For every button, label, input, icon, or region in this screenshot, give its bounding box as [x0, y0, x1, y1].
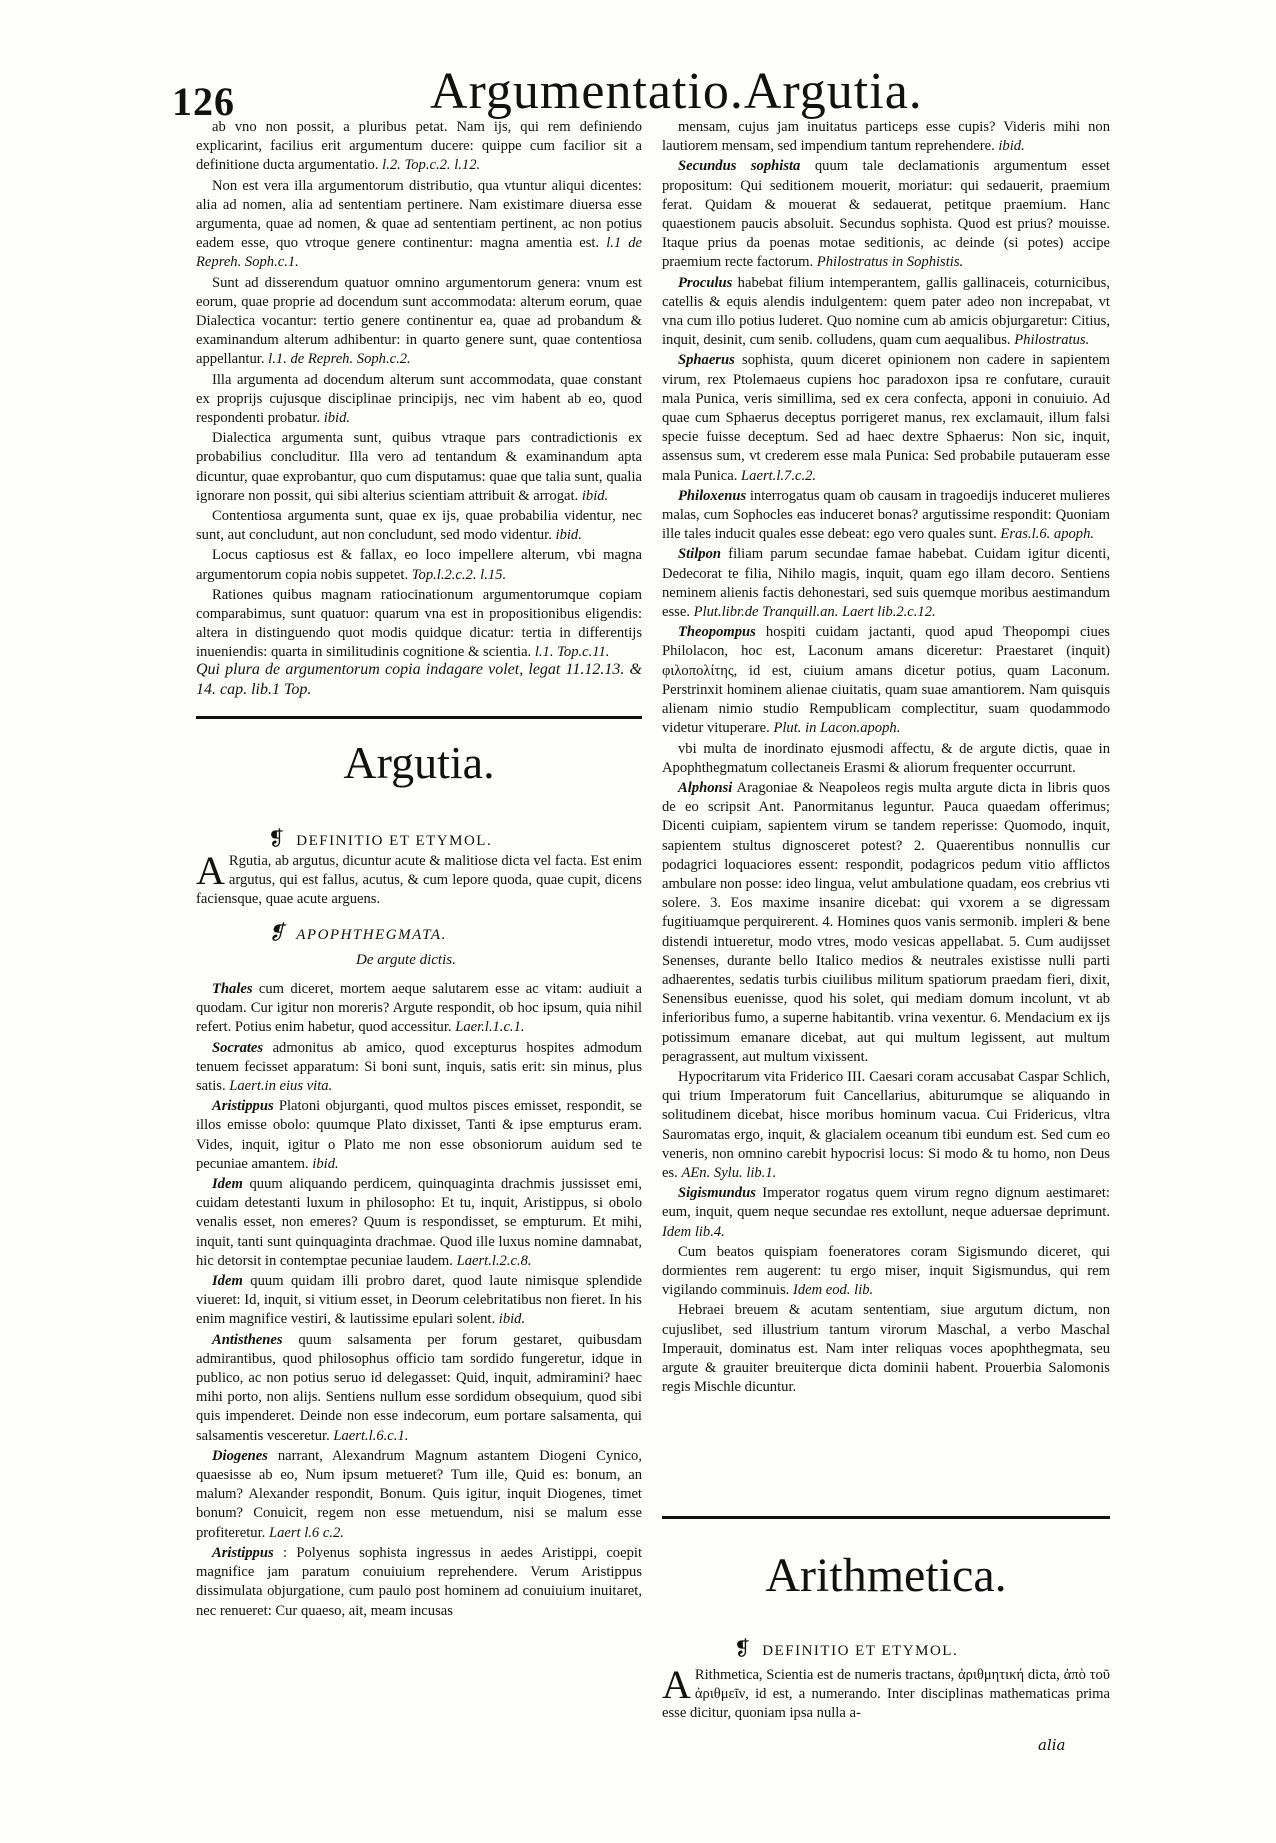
- speaker-name: Aristippus: [212, 1098, 274, 1115]
- paragraph: [662, 1184, 1110, 1242]
- paragraph: [662, 118, 1110, 156]
- speaker-name: Idem: [212, 1273, 243, 1290]
- argutia-definitio-heading: ❡ DEFINITIO ET ETYMOL.: [268, 828, 493, 850]
- paragraph-text: Aragoniae & Neapoleos regis multa argute dicta in libris quos de eo scripsit Ant. Panormitanus leguntur. Pauca quaedam offerimus; Dicenti cuipiam, sapientem virum se tandem reperisse: Quomodo, inquit, sapientem stultus dignosceret potest? 2. Quaerentibus nonnullis cur podagrici loquaciores essent: respondit, podagricos pedum vitio afflictos ambulare non posse: ideo lingua, velut ambulatione quadam, eos crebrius vti solere. 3. Eos maxime insanire dicebat: qui vxorem a se digressam fugitiuamque perquirerent. 4. Homines quos vanis sermonib. impleri & bene distendi intueretur, modo vtres, modo vesicas appellabat. 5. Cum audijsset Senenses, durante bello Italico medios & neutrales existisse nulli parti adhaerentes, sedatis turbis ciuilibus militum spatiorum praedam fieri, dixit, Senensibus euenisse, quod his solet, qui mediam domum incolunt, vt ab inferioribus fumo, a superne habitantib. vrina vexentur. 6. Mendacium ex ijs potissimum emanare dicebat, aut qui multum legissent, aut multum peragrassent, aut multum vixissent.: [662, 779, 1110, 1065]
- paragraph: [196, 118, 642, 176]
- paragraph-text: Contentiosa argumenta sunt, quae ex ijs, quae probabilia videntur, nec sunt, aut concludunt, aut non concludunt, sed modo videntur.: [196, 508, 642, 544]
- speaker-name: Idem: [212, 1176, 243, 1193]
- paragraph: [196, 586, 642, 663]
- citation-ref: Philostratus in Sophistis.: [816, 254, 964, 271]
- speaker-name: Thales: [212, 981, 253, 997]
- citation-ref: Laert l.6 c.2.: [268, 1524, 344, 1541]
- paragraph: [196, 1331, 642, 1446]
- citation-ref: ibid.: [312, 1155, 339, 1172]
- dropcap-a: A: [662, 1662, 691, 1707]
- paragraph-text: habebat filium intemperantem, gallis gallinaceis, coturnicibus, catellis & equis alendis indulgentem: quem pater adeo non increpabat, vt vna cum illo potius luderet. Quo nomine cum ab amicis objurgaretur: Citius, inquit, desinit, cum senib. colludens, quam cum aequalibus.: [662, 274, 1110, 349]
- paragraph-text: Sunt ad disserendum quatuor omnino argumentorum genera: vnum est eorum, quae proprie ad docendum sunt accommodata: alterum eorum, quae Dialectica vocantur: tertio genere continentur ea, quae ad probandum & examinandum alterum adhibentur: in quarto genere sunt, quae contentiosa appellantur.: [196, 274, 642, 368]
- page-number: 126: [172, 79, 235, 124]
- paragraph: [196, 980, 642, 1038]
- citation-ref: ibid.: [498, 1311, 526, 1328]
- speaker-name: Sigismundus: [678, 1185, 756, 1202]
- paragraph: [662, 157, 1110, 272]
- speaker-name: Sphaerus: [678, 352, 735, 369]
- left-column-apophthegmata: [196, 980, 642, 1700]
- citation-ref: Plut. in Lacon.apoph.: [773, 720, 901, 737]
- citation-ref: Idem lib.4.: [662, 1223, 725, 1240]
- paragraph: [196, 507, 642, 545]
- paragraph-text: : Polyenus sophista ingressus in aedes Aristippi, coepit magnifice jam paratum conuiuium reprehendere. Verum Aristippus dissimulata objurgatione, cum paulo post hominem ad conuiuium inuitaret, nec renueret: Cur quaeso, ait, meam incusas: [196, 1544, 642, 1619]
- paragraph-text: mensam, cujus jam inuitatus particeps esse cupis? Videris mihi non lautiorem mensam, sed impendium tantum reprehendere.: [662, 119, 1110, 155]
- paragraph-text: quum quidam illi probro daret, quod laute nimisque splendide viueret: Id, inquit, si vitium esset, in Deorum celebritatibus non fieret. In his enim magnifice vestiri, & lautissime epulari solent.: [196, 1273, 642, 1328]
- paragraph: [662, 623, 1110, 738]
- arithmetica-title: Arithmetica.: [765, 1549, 1007, 1602]
- paragraph-text: Platoni objurganti, quod multos pisces emisset, respondit, se illos emisse obolo: quumque Plato dixisset, Tanti & ipse empturus eram. Vides, inquit, igitur o Plato me non esse obsoniorum auidum sed te pecuniae amantem.: [196, 1098, 642, 1172]
- paragraph-text: quum tale declamationis argumentum esset propositum: Qui seditionem mouerit, moriatur: qui sedauerit, praemium ferat. Quidam & mouerat & sedauerat, petitque praemium. Hanc quaestionem paucis absoluit. Secundus sophista. Quod est prius? mouisse. Itaque prius da poenas motae seditionis, ac deinde (si potes) accipe praemium recte factorum.: [662, 158, 1110, 271]
- citation-ref: Idem eod. lib.: [792, 1282, 874, 1299]
- citation-ref: ibid.: [323, 410, 351, 427]
- speaker-name: Alphonsi: [678, 779, 733, 796]
- paragraph-text: hospiti cuidam jactanti, quod apud Theopompi ciues Philolacon, hoc est, Laconum amans diceretur: Praestaret (inquit) φιλοπολίτης, id est, ciuium amans dicetur potius, quam Laconum. Perstrinxit hominem alienae ciuitatis, quam suae amantiorem. Nam quisquis alienam nimio studio Rempublicam complectitur, suam quodammodo videtur vituperare.: [662, 624, 1110, 737]
- pilcrow-icon: ❡: [268, 828, 287, 850]
- speaker-name: Secundus sophista: [678, 158, 801, 175]
- paragraph-text: narrant, Alexandrum Magnum astantem Diogeni Cynico, quaesisse ab eo, Num ipsum metueret? Tum ille, Quid es: bonum, an malum? Alexander respondit, Bonum. Quis igitur, inquit Diogenes, timet bonum? Conuicit, regem non esse metuendum, nisi se malum esse profiteretur.: [196, 1447, 642, 1541]
- paragraph: [196, 1544, 642, 1621]
- paragraph-text: filiam parum secundae famae habebat. Cuidam igitur dicenti, Dedecorat te filia, Nihilo magis, inquit, quam ego illam decoro. Sentiens neminem alienis factis dehonestari, sed suis quemque moribus aestimandum esse.: [662, 546, 1110, 621]
- paragraph: [196, 1175, 642, 1271]
- paragraph-text: Hypocritarum vita Friderico III. Caesari coram accusabat Caspar Schlich, qui trium Imperatorum fuit Cancellarius, abiturumque se aliquando in solitudinem dicebat, hisce moribus hominum vacua. Cui Fridericus, vltra Sauromatas ergo, inquit, & glacialem oceanum tibi eundum est. Sed cum eo veneris, non omnino carebit hypocrisi locus: Si modo & tu homo, non Deus es.: [662, 1068, 1110, 1181]
- paragraph: [196, 371, 642, 429]
- apophthegmata-heading: ❡ APOPHTHEGMATA.: [268, 922, 447, 944]
- argutia-definitio: A Rgutia, ab argutus, dicuntur acute & malitiose dicta vel facta. Est enim argutus, qui est fallus, acutus, & cum lepore quoda, quae cupit, dicens faciensque, quae acute arguens.: [196, 848, 642, 908]
- citation-ref: Laert.l.2.c.8.: [456, 1252, 532, 1269]
- arithmetica-definitio-heading: ❡ DEFINITIO ET ETYMOL.: [734, 1638, 959, 1660]
- running-title: Argumentatio.Argutia.: [430, 63, 923, 120]
- speaker-name: Proculus: [678, 274, 733, 291]
- speaker-name: Socrates: [212, 1039, 264, 1056]
- left-column-argumentatio: [196, 118, 642, 678]
- citation-ref: l.2. Top.c.2. l.12.: [382, 157, 481, 174]
- speaker-name: Aristippus: [212, 1544, 274, 1561]
- citation-ref: Laert.in eius vita.: [229, 1078, 333, 1095]
- citation-ref: AEn. Sylu. lib.1.: [681, 1164, 777, 1181]
- paragraph: [196, 1097, 642, 1174]
- speaker-name: Stilpon: [678, 546, 721, 563]
- citation-ref: ibid.: [555, 527, 582, 544]
- apophthegmata-subheading: De argute dictis.: [356, 952, 456, 968]
- citation-ref: Laert.l.7.c.2.: [741, 467, 817, 484]
- paragraph: [196, 1447, 642, 1543]
- paragraph-text: Non est vera illa argumentorum distributio, qua vtuntur aliqui dicentes: alia ad nomen, alia ad sententiam pertinere. Nam existimare diuersa esse argumenta, quae ad nomen, & quae ad sententiam pertinent, ac non potius eadem esse, quo vtroque genere continentur: magna amentia est.: [196, 177, 642, 252]
- paragraph-text: Cum beatos quispiam foeneratores coram Sigismundo diceret, qui dormientes rem augerent: tu ergo miser, inquit Sigismundus, qui rem vigilando comminuis.: [662, 1243, 1110, 1299]
- paragraph: [196, 274, 642, 370]
- argutia-title: Argutia.: [343, 737, 495, 788]
- speaker-name: Philoxenus: [678, 487, 747, 504]
- paragraph: [662, 779, 1110, 1067]
- paragraph-text: quum aliquando perdicem, quinquaginta drachmis jussisset emi, cuidam detestanti luxum in philosopho: Et tu, inquit, Aristippus, si obolo venalis esset, non emeres? Quum is respondisset, se empturum. Et mihi, inquit, tanti sunt quinquaginta drachmae. Quod ille luxus nomine damnabat, hic detorsit in contemptae pecuniae laudem.: [196, 1176, 642, 1269]
- citation-ref: l.1 de Repreh. Soph.c.1.: [196, 235, 642, 271]
- paragraph-text: interrogatus quam ob causam in tragoedijs induceret mulieres malas, cum Sophocles eas induceret bonas? argutissime respondit: Quoniam ille tales inducit quales esse debeat: ego vero quales sunt.: [662, 487, 1110, 543]
- right-divider-rule: [662, 1516, 1110, 1519]
- paragraph-text: Locus captiosus est & fallax, eo loco impellere alterum, vbi magna argumentorum copia nobis suppetet.: [196, 547, 642, 583]
- paragraph: [196, 429, 642, 506]
- citation-ref: Top.l.2.c.2. l.15.: [411, 566, 507, 583]
- pilcrow-icon: ❡: [268, 922, 287, 944]
- citation-ref: Philostratus.: [1014, 332, 1090, 349]
- arithmetica-definitio: A Rithmetica, Scientia est de numeris tractans, ἀριθμητική dicta, ἀπὸ τοῦ ἀριθμεῖν, id est, a numerando. Inter disciplinas mathematicas prima esse dicitur, quoniam ipsa nulla a-: [662, 1662, 1110, 1722]
- paragraph-text: Hebraei breuem & acutam sententiam, siue argutum dictum, non cujuslibet, sed illustrium tantum virorum Maschal, a verbo Maschal Imperauit, dominatus est. Nam inter reliquas voces apophthegmata, seu argute & grauiter breuiterque dicta dominii habent. Prouerbia Salomonis regis Mischle dicuntur.: [662, 1302, 1110, 1396]
- paragraph-text: Imperator rogatus quem virum regno dignum aestimaret: eum, inquit, quem neque secundae res extollunt, neque aduersae deprimunt.: [662, 1185, 1110, 1221]
- paragraph-text: vbi multa de inordinato ejusmodi affectu, & de argute dictis, quae in Apophthegmatum collectaneis Erasmi & aliorum frequenter occurrunt.: [662, 740, 1110, 776]
- citation-ref: ibid.: [998, 138, 1025, 155]
- paragraph-text: Rationes quibus magnam ratiocinationum argumentorumque copiam comparabimus, sunt quatuor: quarum vna est in propositionibus eligendis: altera in distinguendo quot modis quidque dicatur: tertia in differentijs inueniendis: quarta in similitudinis cognitione & scientia.: [196, 586, 642, 661]
- citation-ref: Laert.l.6.c.1.: [333, 1427, 409, 1444]
- paragraph-text: ab vno non possit, a pluribus petat. Nam ijs, qui rem definiendo explicarint, facilius erit argumentum ducere: quippe cum facilior sit a definitione ducta argumentatio.: [196, 119, 642, 174]
- paragraph: [196, 1039, 642, 1097]
- speaker-name: Antisthenes: [212, 1331, 283, 1348]
- citation-ref: ibid.: [581, 487, 609, 504]
- citation-ref: Eras.l.6. apoph.: [1000, 526, 1095, 543]
- citation-ref: Laer.l.1.c.1.: [455, 1019, 525, 1036]
- catchword: alia: [1038, 1736, 1066, 1754]
- paragraph: [196, 177, 642, 273]
- paragraph-text: sophista, quum diceret opinionem non cadere in sapientem virum, rex Ptolemaeus cupiens hoc paradoxon ipsa re confutare, curauit mala Punica, veris simillima, sed ex cera confecta, apponi in conuiuio. Ad quae cum Sphaerus deceptus porrigeret manus, rex exclamauit, illum falsi specie fuisse deceptum. Sed ad haec dextre Sphaerus: Non sic, inquit, assensus sum, vt crederem esse mala Punica: Sed probabile putaueram esse mala Punica.: [662, 352, 1110, 484]
- paragraph-text: cum diceret, mortem aeque salutarem esse ac vitam: audiuit a quodam. Cur igitur non moreris? Argute respondit, ob hoc ipsum, quia nihil refert. Potius enim habetur, quod accessitur.: [196, 981, 642, 1036]
- paragraph-text: Dialectica argumenta sunt, quibus vtraque pars contradictionis ex probabilius concluditur. Illa vero ad tentandum & examinandum apta dicuntur, quae exprobantur, quo cum disputamus: quae que talia sunt, qualia ignorare non possit, qui sibi alterius scientiam attribuit & arrogat.: [196, 430, 642, 504]
- dropcap-a: A: [196, 848, 225, 893]
- speaker-name: Theopompus: [678, 624, 756, 641]
- paragraph: [662, 487, 1110, 545]
- paragraph: [196, 546, 642, 584]
- paragraph: [662, 1301, 1110, 1397]
- paragraph: [662, 1243, 1110, 1301]
- left-top-note: Qui plura de argumentorum copia indagare volet, legat 11.12.13. & 14. cap. lib.1 Top.: [196, 661, 642, 698]
- paragraph: [662, 545, 1110, 622]
- paragraph: [662, 351, 1110, 485]
- citation-ref: Plut.libr.de Tranquill.an. Laert lib.2.c.12.: [693, 604, 936, 621]
- pilcrow-icon: ❡: [734, 1638, 753, 1660]
- left-divider-rule: [196, 716, 642, 719]
- citation-ref: l.1. de Repreh. Soph.c.2.: [268, 351, 411, 368]
- paragraph-text: Illa argumenta ad docendum alterum sunt accommodata, quae constant ex proprijs cujusque disciplinae principijs, nec vim habent ab eo, quod respondenti probatur.: [196, 371, 642, 427]
- paragraph-text: admonitus ab amico, quod excepturus hospites admodum tenuem fecisset apparatum: Si boni sunt, inquis, satis erit: sin minus, plus satis.: [196, 1039, 642, 1095]
- right-column-apophthegmata: [662, 118, 1110, 1512]
- paragraph: [662, 740, 1110, 778]
- paragraph: [662, 274, 1110, 351]
- paragraph-text: quum salsamenta per forum gestaret, quibusdam admirantibus, quod philosophus officio tam sordido fungeretur, idque in publico, ac non potius seruo id delegasset: Quid, inquit, admiramini? haec mihi porto, non alijs. Sentiens nullum esse sordidum obsequium, quod sibi quis impenderet. Deinde non esse indecorum, eum portare salsamenta, qui salsamentis vesceretur.: [196, 1331, 642, 1444]
- paragraph: [196, 1272, 642, 1330]
- paragraph: [662, 1068, 1110, 1183]
- speaker-name: Diogenes: [212, 1447, 268, 1464]
- citation-ref: l.1. Top.c.11.: [534, 644, 610, 661]
